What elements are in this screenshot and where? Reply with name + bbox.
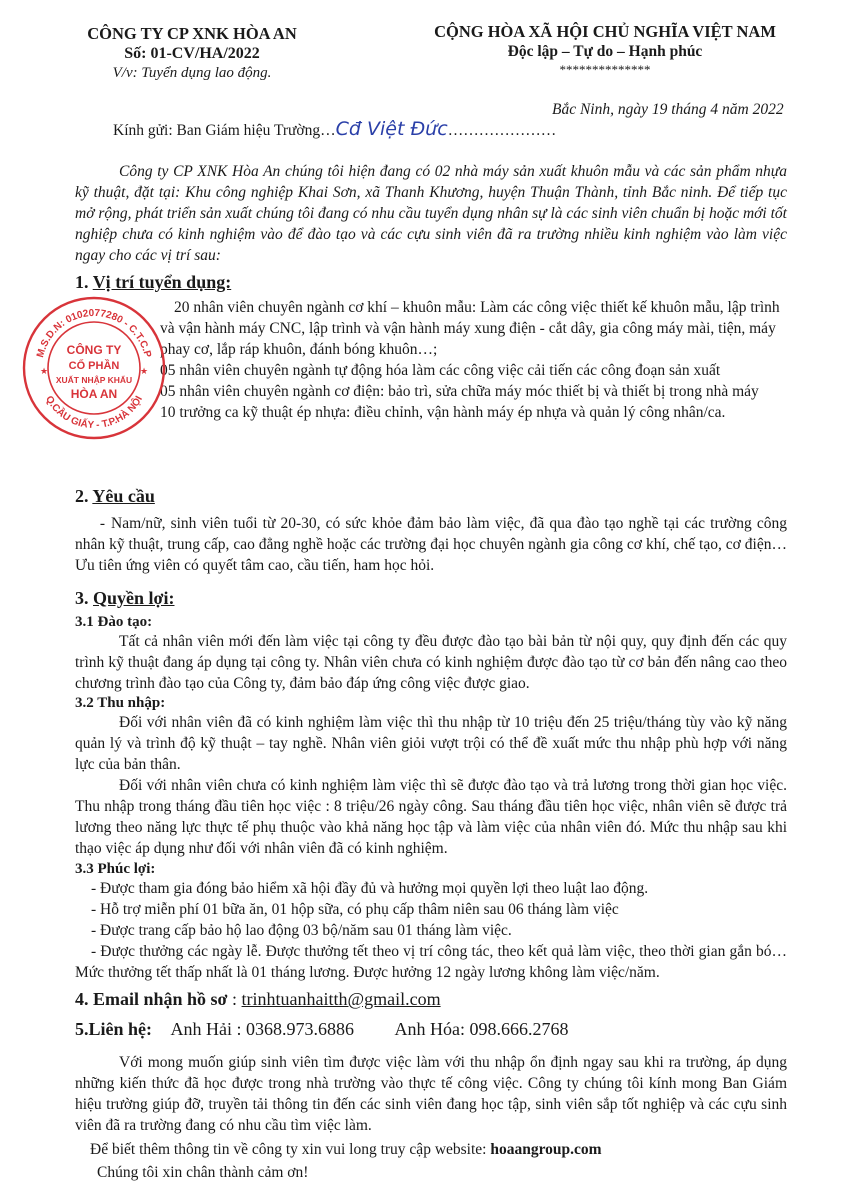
contact-hai: Anh Hải : 0368.973.6886 <box>170 1019 355 1039</box>
position-item: 05 nhân viên chuyên ngành tự động hóa làm các công việc cải tiến các công đoạn sản xuất <box>160 362 721 379</box>
section3-title: Quyền lợi: <box>93 588 175 608</box>
section2-title: Yêu cầu <box>92 486 155 506</box>
income-paragraph-experienced: Đối với nhân viên đã có kinh nghiệm làm việc thì thu nhập từ 10 triệu đến 25 triệu/tháng tùy vào kỹ năng quản lý và trình độ kỹ thuật – tay nghề. Nhân viên giỏi vượt trội có thể đề xuất mức thu nhập phù hợp với năng lực của bản thân. <box>75 714 787 773</box>
website-line <box>90 1139 602 1160</box>
salutation-prefix: Kính gửi: Ban Giám hiệu Trường… <box>113 122 336 139</box>
stamp-line-4: HÒA AN <box>70 387 118 401</box>
benefit-item: - Hỗ trợ miễn phí 01 bữa ăn, 01 hộp sữa, có phụ cấp thâm niên sau 06 tháng làm việc <box>91 901 619 918</box>
document-date: Bắc Ninh, ngày 19 tháng 4 năm 2022 <box>552 101 784 118</box>
company-stamp <box>20 294 168 442</box>
stamp-ring-text: M.S.D.N: 0102077280 - C.T.C.P <box>35 307 153 359</box>
document-subject: V/v: Tuyển dụng lao động. <box>112 65 272 81</box>
requirements-text: Nam/nữ, sinh viên tuổi từ 20-30, có sức khỏe đảm bảo làm việc, đã qua đào tạo nghề tại các trường công nhân kỹ thuật, trung cấp, cao đẳng nghề hoặc các trường đại học chuyên ngành gia công cơ khí, chế tạo, cơ điện…Ưu tiên ứng viên có quyết tâm cao, cầu tiến, ham học hỏi. <box>75 515 787 574</box>
company-header <box>62 24 322 82</box>
website-link[interactable]: hoaangroup.com <box>490 1141 602 1158</box>
section3-heading <box>75 588 174 609</box>
section1-title: Vị trí tuyển dụng: <box>92 272 232 292</box>
intro-paragraph: Công ty CP XNK Hòa An chúng tôi hiện đang có 02 nhà máy sản xuất khuôn mẫu và các sản phẩm nhựa kỹ thuật, đặt tại: Khu công nghiệp Khai Sơn, xã Thanh Khương, huyện Thuận Thành, tỉnh Bắc ninh. Để tiếp tục mở rộng, phát triển sản xuất chúng tôi đang có nhu cầu tuyển dụng nhân sự là các sinh viên chuẩn bị hoặc mới tốt nghiệp chưa có kinh nghiệm vào để đào tạo và các cựu sinh viên đã ra trường nhiều kinh nghiệm vào làm việc ngay cho các vị trí sau: <box>75 163 787 264</box>
position-item: 10 trưởng ca kỹ thuật ép nhựa: điều chỉnh, vận hành máy ép nhựa và quản lý công nhân/ca. <box>160 404 726 421</box>
position-item: 20 nhân viên chuyên ngành cơ khí – khuôn mẫu: Làm các công việc thiết kế khuôn mẫu, lập trình và vận hành máy CNC, lập trình và vận hành máy xung điện - cắt dây, gia công máy mài, tiện, máy phay cơ, lắp ráp khuôn, đánh bóng khuôn…; <box>160 299 780 358</box>
national-header <box>395 22 815 78</box>
income-paragraph-trainee: Đối với nhân viên chưa có kinh nghiệm làm việc thì sẽ được đào tạo và trả lương trong thời gian học việc. Thu nhập trong tháng đầu tiên học việc : 8 triệu/26 ngày công. Sau tháng đầu tiên học việc, nhân viên sẽ được trả lương theo năng lực thực tế phụ thuộc vào khả năng học tập và làm việc của nhân viên đó. Mức thu nhập sau khi thạo việc áp dụng như đối với nhân viên đã có kinh nghiệm. <box>75 777 787 857</box>
salutation <box>113 119 556 141</box>
contact-label: 5.Liên hệ: <box>75 1019 153 1039</box>
section2-number: 2. <box>75 486 89 506</box>
requirements-paragraph <box>75 513 787 576</box>
handwritten-school-name: Cđ Việt Đức <box>335 118 448 140</box>
benefits-subheading: 3.3 Phúc lợi: <box>75 861 156 877</box>
company-name: CÔNG TY CP XNK HÒA AN <box>87 24 297 43</box>
stamp-line-3: XUẤT NHẬP KHẨU <box>55 375 133 385</box>
salutation-dots: ………………… <box>447 122 557 139</box>
email-label: 4. Email nhận hồ sơ <box>75 989 228 1009</box>
stamp-bottom-text: Q.CẦU GIẤY - T.P.HÀ NỘI <box>43 394 145 432</box>
document-number: Số: 01-CV/HA/2022 <box>124 45 260 62</box>
section1-number: 1. <box>75 272 89 292</box>
section2-heading <box>75 486 155 507</box>
stamp-star-right: ★ <box>139 366 149 376</box>
benefit-item: - Được thưởng các ngày lễ. Được thưởng tết theo vị trí công tác, theo kết quả làm việc, theo thời gian gắn bó… Mức thưởng tết thấp nhất là 01 tháng lương. Được hưởng 12 ngày lương không làm việc/năm. <box>75 943 787 981</box>
training-paragraph: Tất cả nhân viên mới đến làm việc tại công ty đều được đào tạo bài bản từ nội quy, quy định đến các quy trình kỹ thuật đang áp dụng tại công ty. Nhân viên chưa có kinh nghiệm được đào tạo từ cơ bản đến nâng cao theo chương trình đào tạo của Công ty, đảm bảo đáp ứng công việc được giao. <box>75 633 787 692</box>
email-line <box>75 989 441 1010</box>
benefit-item: - Được trang cấp bảo hộ lao động 03 bộ/năm sau 01 tháng làm việc. <box>91 922 512 939</box>
benefit-item: - Được tham gia đóng bảo hiểm xã hội đầy đủ và hưởng mọi quyền lợi theo luật lao động. <box>91 880 649 897</box>
email-colon: : <box>227 989 242 1009</box>
email-link[interactable]: trinhtuanhaitth@gmail.com <box>241 989 441 1009</box>
position-item: 05 nhân viên chuyên ngành cơ điện: bảo trì, sửa chữa máy móc thiết bị và thiết bị trong nhà máy <box>160 383 759 400</box>
training-subheading: 3.1 Đào tạo: <box>75 614 153 630</box>
stamp-star-left: ★ <box>39 366 49 376</box>
section1-heading <box>75 272 231 293</box>
benefits-list <box>75 878 787 983</box>
motto-stars: ************** <box>559 62 651 77</box>
closing-paragraph: Với mong muốn giúp sinh viên tìm được việc làm với thu nhập ổn định ngay sau khi ra trường, áp dụng những kiến thức đã học được trong nhà trường vào thực tế công việc. Công ty chúng tôi kính mong Ban Giám hiệu trường giúp đỡ, truyền tải thông tin đến các sinh viên đang học tập, sinh viên sắp tốt nghiệp và các cựu sinh viên đã ra trường đang có nhu cầu tìm việc làm. <box>75 1054 787 1134</box>
stamp-line-1: CÔNG TY <box>66 343 122 357</box>
income-subheading: 3.2 Thu nhập: <box>75 695 166 711</box>
contact-line <box>75 1019 569 1040</box>
national-motto: Độc lập – Tự do – Hạnh phúc <box>507 43 703 60</box>
republic-title: CỘNG HÒA XÃ HỘI CHỦ NGHĨA VIỆT NAM <box>434 22 776 41</box>
website-prefix: Để biết thêm thông tin về công ty xin vui long truy cập website: <box>90 1141 491 1158</box>
positions-list <box>160 297 788 423</box>
contact-hoa: Anh Hóa: 098.666.2768 <box>394 1019 569 1039</box>
stamp-line-2: CỔ PHẦN <box>68 360 120 372</box>
section3-number: 3. <box>75 588 89 608</box>
requirements-bullet: - <box>99 515 105 532</box>
thanks-line: Chúng tôi xin chân thành cảm ơn! <box>97 1164 309 1181</box>
